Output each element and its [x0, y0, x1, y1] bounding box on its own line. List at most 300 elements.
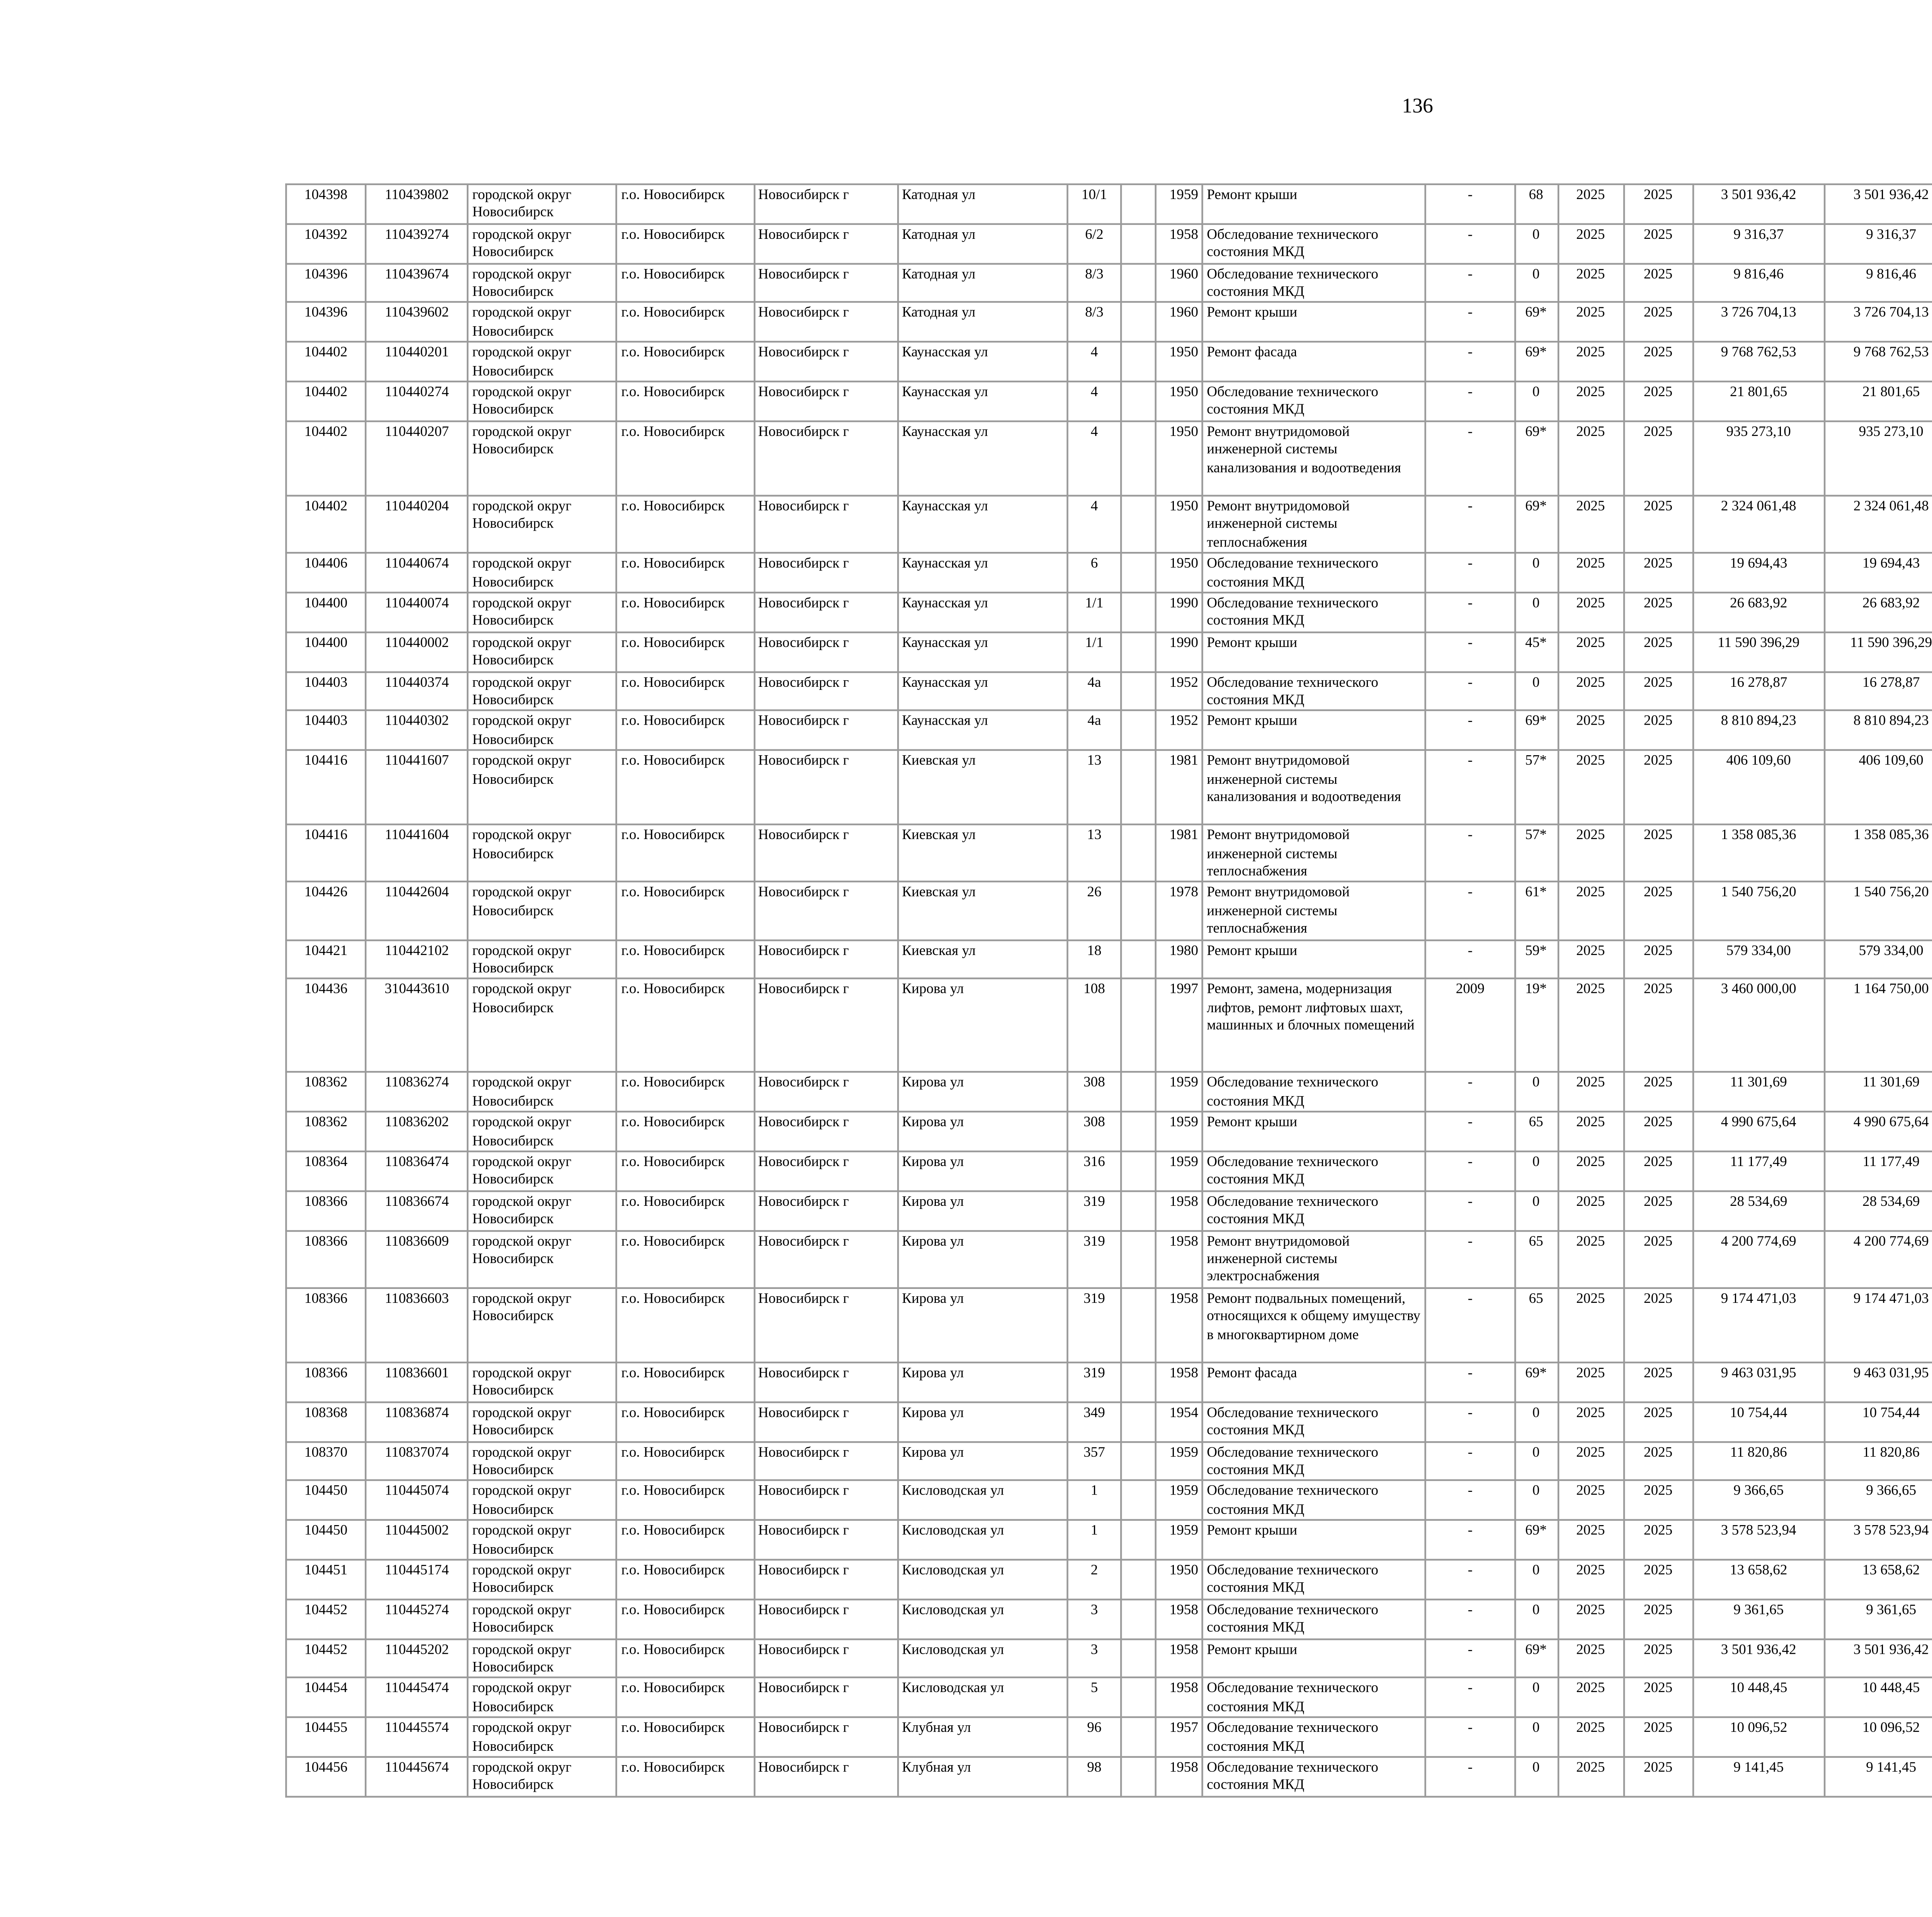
- cell-street: Клубная ул: [898, 1757, 1067, 1796]
- cell-district: г.о. Новосибирск: [617, 1520, 754, 1559]
- cell-fund-cost: 9 816,46: [1825, 263, 1932, 303]
- cell-street: Каунасская ул: [898, 553, 1067, 592]
- cell-work-type: Обследование технического состояния МКД: [1202, 592, 1426, 632]
- cell-plan-year-end: 2025: [1624, 1718, 1693, 1757]
- cell-locality: Новосибирск г: [754, 1639, 898, 1678]
- cell-build-year: 1978: [1156, 882, 1202, 940]
- cell-total-cost: 9 463 031,95: [1693, 1362, 1825, 1402]
- cell-commissioning-year: -: [1426, 224, 1514, 263]
- cell-street: Кирова ул: [898, 1112, 1067, 1151]
- cell-wear-percent: 0: [1514, 263, 1558, 303]
- cell-work-type: Обследование технического состояния МКД: [1202, 1718, 1426, 1757]
- cell-wear-percent: 69*: [1514, 421, 1558, 495]
- table-row: [286, 553, 1932, 592]
- cell-record-id: 104400: [286, 632, 366, 671]
- cell-building: [1121, 1639, 1156, 1678]
- table-body: [286, 184, 1932, 1796]
- cell-plan-year-end: 2025: [1624, 553, 1693, 592]
- cell-locality: Новосибирск г: [754, 632, 898, 671]
- cell-building: [1121, 553, 1156, 592]
- cell-record-id: 104402: [286, 495, 366, 553]
- table-row: [286, 184, 1932, 224]
- cell-build-year: 1958: [1156, 224, 1202, 263]
- cell-commissioning-year: -: [1426, 1288, 1514, 1362]
- cell-district: г.о. Новосибирск: [617, 303, 754, 342]
- cell-building: [1121, 671, 1156, 711]
- cell-plan-year-start: 2025: [1558, 1718, 1623, 1757]
- cell-municipality: городской округ Новосибирск: [468, 1599, 617, 1638]
- cell-municipality: городской округ Новосибирск: [468, 1639, 617, 1678]
- cell-build-year: 1960: [1156, 263, 1202, 303]
- cell-total-cost: 9 361,65: [1693, 1599, 1825, 1638]
- cell-street: Кисловодская ул: [898, 1520, 1067, 1559]
- cell-work-type: Ремонт фасада: [1202, 1362, 1426, 1402]
- cell-district: г.о. Новосибирск: [617, 342, 754, 381]
- cell-commissioning-year: -: [1426, 711, 1514, 750]
- cell-plan-year-end: 2025: [1624, 1559, 1693, 1599]
- cell-plan-year-end: 2025: [1624, 592, 1693, 632]
- cell-record-id: 104416: [286, 750, 366, 824]
- cell-fund-cost: 935 273,10: [1825, 421, 1932, 495]
- cell-plan-year-start: 2025: [1558, 1520, 1623, 1559]
- cell-total-cost: 9 174 471,03: [1693, 1288, 1825, 1362]
- cell-building: [1121, 1559, 1156, 1599]
- cell-total-cost: 2 324 061,48: [1693, 495, 1825, 553]
- cell-district: г.о. Новосибирск: [617, 381, 754, 421]
- cell-fund-cost: 9 141,45: [1825, 1757, 1932, 1796]
- cell-municipality: городской округ Новосибирск: [468, 421, 617, 495]
- cell-building: [1121, 632, 1156, 671]
- cell-work-type: Ремонт внутридомовой инженерной системы канализования и водоотведения: [1202, 421, 1426, 495]
- cell-commissioning-year: -: [1426, 1362, 1514, 1402]
- cell-street: Кирова ул: [898, 1402, 1067, 1441]
- cell-street: Кирова ул: [898, 1362, 1067, 1402]
- cell-wear-percent: 0: [1514, 1481, 1558, 1520]
- cell-build-year: 1959: [1156, 184, 1202, 224]
- cell-total-cost: 9 768 762,53: [1693, 342, 1825, 381]
- cell-work-code: 110837074: [366, 1441, 468, 1481]
- cell-work-type: Ремонт крыши: [1202, 303, 1426, 342]
- cell-commissioning-year: -: [1426, 1599, 1514, 1638]
- cell-work-type: Ремонт подвальных помещений, относящихся к общему имуществу в многоквартирном доме: [1202, 1288, 1426, 1362]
- cell-plan-year-start: 2025: [1558, 1599, 1623, 1638]
- cell-build-year: 1990: [1156, 592, 1202, 632]
- cell-municipality: городской округ Новосибирск: [468, 940, 617, 979]
- cell-municipality: городской округ Новосибирск: [468, 495, 617, 553]
- cell-plan-year-start: 2025: [1558, 1191, 1623, 1230]
- cell-fund-cost: 10 754,44: [1825, 1402, 1932, 1441]
- cell-locality: Новосибирск г: [754, 303, 898, 342]
- cell-plan-year-end: 2025: [1624, 1362, 1693, 1402]
- cell-record-id: 104451: [286, 1559, 366, 1599]
- cell-fund-cost: 2 324 061,48: [1825, 495, 1932, 553]
- cell-wear-percent: 65: [1514, 1288, 1558, 1362]
- cell-street: Кирова ул: [898, 1191, 1067, 1230]
- cell-record-id: 108362: [286, 1112, 366, 1151]
- cell-plan-year-start: 2025: [1558, 1639, 1623, 1678]
- cell-plan-year-start: 2025: [1558, 632, 1623, 671]
- capital-repair-table: [285, 184, 1932, 1798]
- cell-district: г.о. Новосибирск: [617, 495, 754, 553]
- cell-fund-cost: 26 683,92: [1825, 592, 1932, 632]
- cell-municipality: городской округ Новосибирск: [468, 263, 617, 303]
- cell-house-number: 26: [1068, 882, 1121, 940]
- cell-building: [1121, 1441, 1156, 1481]
- cell-record-id: 108368: [286, 1402, 366, 1441]
- cell-locality: Новосибирск г: [754, 224, 898, 263]
- cell-work-code: 110439802: [366, 184, 468, 224]
- cell-work-code: 110445274: [366, 1599, 468, 1638]
- cell-work-code: 110445074: [366, 1481, 468, 1520]
- cell-municipality: городской округ Новосибирск: [468, 1757, 617, 1796]
- cell-street: Катодная ул: [898, 263, 1067, 303]
- cell-house-number: 316: [1068, 1151, 1121, 1191]
- cell-build-year: 1957: [1156, 1718, 1202, 1757]
- cell-building: [1121, 1520, 1156, 1559]
- cell-fund-cost: 1 358 085,36: [1825, 825, 1932, 882]
- cell-district: г.о. Новосибирск: [617, 553, 754, 592]
- cell-commissioning-year: -: [1426, 1559, 1514, 1599]
- cell-fund-cost: 9 768 762,53: [1825, 342, 1932, 381]
- cell-plan-year-end: 2025: [1624, 1639, 1693, 1678]
- cell-total-cost: 16 278,87: [1693, 671, 1825, 711]
- cell-plan-year-start: 2025: [1558, 263, 1623, 303]
- cell-total-cost: 935 273,10: [1693, 421, 1825, 495]
- cell-district: г.о. Новосибирск: [617, 632, 754, 671]
- cell-district: г.о. Новосибирск: [617, 1678, 754, 1718]
- cell-plan-year-end: 2025: [1624, 1757, 1693, 1796]
- table-row: [286, 1718, 1932, 1757]
- cell-district: г.о. Новосибирск: [617, 1073, 754, 1112]
- cell-building: [1121, 1481, 1156, 1520]
- cell-building: [1121, 1362, 1156, 1402]
- cell-plan-year-end: 2025: [1624, 1151, 1693, 1191]
- cell-wear-percent: 0: [1514, 1402, 1558, 1441]
- cell-build-year: 1950: [1156, 421, 1202, 495]
- cell-work-type: Ремонт крыши: [1202, 184, 1426, 224]
- cell-work-type: Обследование технического состояния МКД: [1202, 553, 1426, 592]
- cell-work-type: Обследование технического состояния МКД: [1202, 263, 1426, 303]
- cell-fund-cost: 11 301,69: [1825, 1073, 1932, 1112]
- cell-street: Клубная ул: [898, 1718, 1067, 1757]
- cell-wear-percent: 69*: [1514, 1520, 1558, 1559]
- cell-plan-year-start: 2025: [1558, 750, 1623, 824]
- cell-plan-year-end: 2025: [1624, 1073, 1693, 1112]
- cell-total-cost: 11 177,49: [1693, 1151, 1825, 1191]
- cell-total-cost: 26 683,92: [1693, 592, 1825, 632]
- cell-build-year: 1960: [1156, 303, 1202, 342]
- cell-district: г.о. Новосибирск: [617, 421, 754, 495]
- cell-house-number: 4: [1068, 421, 1121, 495]
- cell-street: Кирова ул: [898, 1288, 1067, 1362]
- cell-plan-year-start: 2025: [1558, 342, 1623, 381]
- cell-total-cost: 9 366,65: [1693, 1481, 1825, 1520]
- cell-building: [1121, 825, 1156, 882]
- cell-fund-cost: 4 990 675,64: [1825, 1112, 1932, 1151]
- cell-total-cost: 11 590 396,29: [1693, 632, 1825, 671]
- cell-municipality: городской округ Новосибирск: [468, 224, 617, 263]
- cell-house-number: 13: [1068, 825, 1121, 882]
- cell-wear-percent: 0: [1514, 1191, 1558, 1230]
- page-number: 136: [1402, 93, 1433, 118]
- cell-wear-percent: 65: [1514, 1112, 1558, 1151]
- cell-locality: Новосибирск г: [754, 1402, 898, 1441]
- cell-record-id: 104455: [286, 1718, 366, 1757]
- cell-record-id: 104454: [286, 1678, 366, 1718]
- cell-commissioning-year: -: [1426, 1718, 1514, 1757]
- cell-street: Катодная ул: [898, 224, 1067, 263]
- cell-municipality: городской округ Новосибирск: [468, 381, 617, 421]
- cell-district: г.о. Новосибирск: [617, 711, 754, 750]
- cell-municipality: городской округ Новосибирск: [468, 882, 617, 940]
- table-row: [286, 750, 1932, 824]
- cell-locality: Новосибирск г: [754, 1112, 898, 1151]
- cell-plan-year-end: 2025: [1624, 381, 1693, 421]
- cell-total-cost: 9 316,37: [1693, 224, 1825, 263]
- cell-plan-year-start: 2025: [1558, 711, 1623, 750]
- cell-plan-year-end: 2025: [1624, 671, 1693, 711]
- cell-build-year: 1952: [1156, 711, 1202, 750]
- cell-street: Кисловодская ул: [898, 1481, 1067, 1520]
- table-row: [286, 1481, 1932, 1520]
- cell-record-id: 104450: [286, 1520, 366, 1559]
- cell-house-number: 319: [1068, 1191, 1121, 1230]
- cell-building: [1121, 1191, 1156, 1230]
- cell-building: [1121, 1718, 1156, 1757]
- cell-fund-cost: 28 534,69: [1825, 1191, 1932, 1230]
- cell-district: г.о. Новосибирск: [617, 671, 754, 711]
- cell-work-code: 110445002: [366, 1520, 468, 1559]
- cell-district: г.о. Новосибирск: [617, 1151, 754, 1191]
- cell-house-number: 4а: [1068, 671, 1121, 711]
- cell-commissioning-year: -: [1426, 1112, 1514, 1151]
- table-row: [286, 1151, 1932, 1191]
- cell-wear-percent: 69*: [1514, 303, 1558, 342]
- cell-work-code: 110445574: [366, 1718, 468, 1757]
- cell-plan-year-end: 2025: [1624, 1191, 1693, 1230]
- cell-plan-year-start: 2025: [1558, 1559, 1623, 1599]
- cell-total-cost: 3 460 000,00: [1693, 979, 1825, 1073]
- cell-municipality: городской округ Новосибирск: [468, 1402, 617, 1441]
- cell-plan-year-end: 2025: [1624, 1230, 1693, 1288]
- cell-work-code: 110836874: [366, 1402, 468, 1441]
- cell-commissioning-year: -: [1426, 1757, 1514, 1796]
- cell-work-type: Обследование технического состояния МКД: [1202, 1441, 1426, 1481]
- cell-record-id: 104398: [286, 184, 366, 224]
- cell-street: Кисловодская ул: [898, 1639, 1067, 1678]
- cell-commissioning-year: -: [1426, 421, 1514, 495]
- cell-fund-cost: 10 448,45: [1825, 1678, 1932, 1718]
- cell-plan-year-end: 2025: [1624, 303, 1693, 342]
- cell-work-type: Обследование технического состояния МКД: [1202, 1402, 1426, 1441]
- cell-house-number: 4: [1068, 495, 1121, 553]
- cell-record-id: 104452: [286, 1639, 366, 1678]
- cell-build-year: 1959: [1156, 1441, 1202, 1481]
- cell-building: [1121, 421, 1156, 495]
- cell-wear-percent: 61*: [1514, 882, 1558, 940]
- cell-district: г.о. Новосибирск: [617, 1362, 754, 1402]
- cell-work-code: 110836274: [366, 1073, 468, 1112]
- cell-building: [1121, 750, 1156, 824]
- cell-commissioning-year: -: [1426, 381, 1514, 421]
- table-row: [286, 1520, 1932, 1559]
- table-row: [286, 342, 1932, 381]
- cell-work-code: 110445202: [366, 1639, 468, 1678]
- cell-plan-year-end: 2025: [1624, 495, 1693, 553]
- cell-street: Каунасская ул: [898, 671, 1067, 711]
- cell-build-year: 1981: [1156, 825, 1202, 882]
- cell-work-code: 110836674: [366, 1191, 468, 1230]
- table-row: [286, 671, 1932, 711]
- cell-building: [1121, 1757, 1156, 1796]
- cell-building: [1121, 940, 1156, 979]
- cell-locality: Новосибирск г: [754, 882, 898, 940]
- cell-work-type: Обследование технического состояния МКД: [1202, 1191, 1426, 1230]
- cell-street: Кисловодская ул: [898, 1599, 1067, 1638]
- cell-work-type: Ремонт внутридомовой инженерной системы электроснабжения: [1202, 1230, 1426, 1288]
- cell-total-cost: 28 534,69: [1693, 1191, 1825, 1230]
- cell-plan-year-start: 2025: [1558, 1073, 1623, 1112]
- cell-district: г.о. Новосибирск: [617, 1718, 754, 1757]
- cell-house-number: 2: [1068, 1559, 1121, 1599]
- cell-total-cost: 579 334,00: [1693, 940, 1825, 979]
- cell-street: Кирова ул: [898, 1230, 1067, 1288]
- cell-work-type: Обследование технического состояния МКД: [1202, 1678, 1426, 1718]
- table-row: [286, 1230, 1932, 1288]
- cell-work-type: Обследование технического состояния МКД: [1202, 224, 1426, 263]
- cell-commissioning-year: -: [1426, 1481, 1514, 1520]
- cell-street: Кирова ул: [898, 1151, 1067, 1191]
- cell-house-number: 319: [1068, 1362, 1121, 1402]
- cell-record-id: 108366: [286, 1230, 366, 1288]
- cell-house-number: 1: [1068, 1481, 1121, 1520]
- cell-municipality: городской округ Новосибирск: [468, 671, 617, 711]
- cell-work-code: 110445474: [366, 1678, 468, 1718]
- cell-house-number: 8/3: [1068, 263, 1121, 303]
- cell-record-id: 104396: [286, 263, 366, 303]
- cell-record-id: 104426: [286, 882, 366, 940]
- cell-fund-cost: 19 694,43: [1825, 553, 1932, 592]
- cell-build-year: 1950: [1156, 553, 1202, 592]
- table-row: [286, 1402, 1932, 1441]
- cell-commissioning-year: -: [1426, 342, 1514, 381]
- cell-district: г.о. Новосибирск: [617, 1288, 754, 1362]
- cell-build-year: 1958: [1156, 1639, 1202, 1678]
- cell-work-code: 110441604: [366, 825, 468, 882]
- cell-plan-year-end: 2025: [1624, 1112, 1693, 1151]
- cell-record-id: 108366: [286, 1362, 366, 1402]
- cell-building: [1121, 342, 1156, 381]
- cell-fund-cost: 11 820,86: [1825, 1441, 1932, 1481]
- cell-fund-cost: 8 810 894,23: [1825, 711, 1932, 750]
- cell-district: г.о. Новосибирск: [617, 940, 754, 979]
- cell-house-number: 4: [1068, 342, 1121, 381]
- cell-work-code: 110836603: [366, 1288, 468, 1362]
- cell-total-cost: 406 109,60: [1693, 750, 1825, 824]
- cell-locality: Новосибирск г: [754, 592, 898, 632]
- cell-work-code: 110441607: [366, 750, 468, 824]
- cell-plan-year-end: 2025: [1624, 1441, 1693, 1481]
- cell-building: [1121, 495, 1156, 553]
- cell-street: Киевская ул: [898, 882, 1067, 940]
- cell-total-cost: 10 096,52: [1693, 1718, 1825, 1757]
- cell-locality: Новосибирск г: [754, 1599, 898, 1638]
- cell-district: г.о. Новосибирск: [617, 1112, 754, 1151]
- cell-plan-year-start: 2025: [1558, 421, 1623, 495]
- cell-wear-percent: 19*: [1514, 979, 1558, 1073]
- cell-plan-year-start: 2025: [1558, 553, 1623, 592]
- cell-plan-year-start: 2025: [1558, 1288, 1623, 1362]
- cell-commissioning-year: -: [1426, 592, 1514, 632]
- cell-building: [1121, 381, 1156, 421]
- cell-street: Каунасская ул: [898, 711, 1067, 750]
- cell-build-year: 1950: [1156, 1559, 1202, 1599]
- cell-record-id: 104403: [286, 671, 366, 711]
- cell-work-code: 110440274: [366, 381, 468, 421]
- cell-commissioning-year: -: [1426, 750, 1514, 824]
- cell-commissioning-year: -: [1426, 1191, 1514, 1230]
- cell-building: [1121, 224, 1156, 263]
- cell-commissioning-year: -: [1426, 671, 1514, 711]
- cell-plan-year-start: 2025: [1558, 671, 1623, 711]
- cell-street: Кирова ул: [898, 1073, 1067, 1112]
- cell-work-code: 110442102: [366, 940, 468, 979]
- table-row: [286, 1191, 1932, 1230]
- cell-record-id: 104396: [286, 303, 366, 342]
- cell-work-type: Обследование технического состояния МКД: [1202, 1559, 1426, 1599]
- cell-total-cost: 10 448,45: [1693, 1678, 1825, 1718]
- cell-build-year: 1958: [1156, 1678, 1202, 1718]
- cell-building: [1121, 1288, 1156, 1362]
- cell-municipality: городской округ Новосибирск: [468, 825, 617, 882]
- cell-record-id: 104392: [286, 224, 366, 263]
- cell-commissioning-year: -: [1426, 882, 1514, 940]
- cell-municipality: городской округ Новосибирск: [468, 1073, 617, 1112]
- table-row: [286, 1599, 1932, 1638]
- cell-work-code: 110445674: [366, 1757, 468, 1796]
- cell-locality: Новосибирск г: [754, 1481, 898, 1520]
- table-row: [286, 263, 1932, 303]
- cell-wear-percent: 45*: [1514, 632, 1558, 671]
- cell-build-year: 1950: [1156, 495, 1202, 553]
- cell-work-type: Ремонт внутридомовой инженерной системы теплоснабжения: [1202, 825, 1426, 882]
- cell-work-code: 110439274: [366, 224, 468, 263]
- cell-wear-percent: 68: [1514, 184, 1558, 224]
- cell-work-type: Ремонт крыши: [1202, 940, 1426, 979]
- cell-total-cost: 8 810 894,23: [1693, 711, 1825, 750]
- cell-work-type: Ремонт внутридомовой инженерной системы теплоснабжения: [1202, 495, 1426, 553]
- cell-wear-percent: 0: [1514, 671, 1558, 711]
- cell-district: г.о. Новосибирск: [617, 592, 754, 632]
- cell-house-number: 10/1: [1068, 184, 1121, 224]
- cell-commissioning-year: -: [1426, 263, 1514, 303]
- cell-work-code: 110440204: [366, 495, 468, 553]
- cell-fund-cost: 11 177,49: [1825, 1151, 1932, 1191]
- cell-plan-year-end: 2025: [1624, 342, 1693, 381]
- cell-municipality: городской округ Новосибирск: [468, 342, 617, 381]
- cell-house-number: 4: [1068, 381, 1121, 421]
- cell-district: г.о. Новосибирск: [617, 1481, 754, 1520]
- cell-wear-percent: 0: [1514, 1073, 1558, 1112]
- cell-wear-percent: 0: [1514, 1718, 1558, 1757]
- cell-total-cost: 3 726 704,13: [1693, 303, 1825, 342]
- cell-build-year: 1958: [1156, 1362, 1202, 1402]
- cell-work-type: Обследование технического состояния МКД: [1202, 1599, 1426, 1638]
- cell-work-code: 110836601: [366, 1362, 468, 1402]
- cell-street: Каунасская ул: [898, 421, 1067, 495]
- cell-locality: Новосибирск г: [754, 553, 898, 592]
- cell-record-id: 104416: [286, 825, 366, 882]
